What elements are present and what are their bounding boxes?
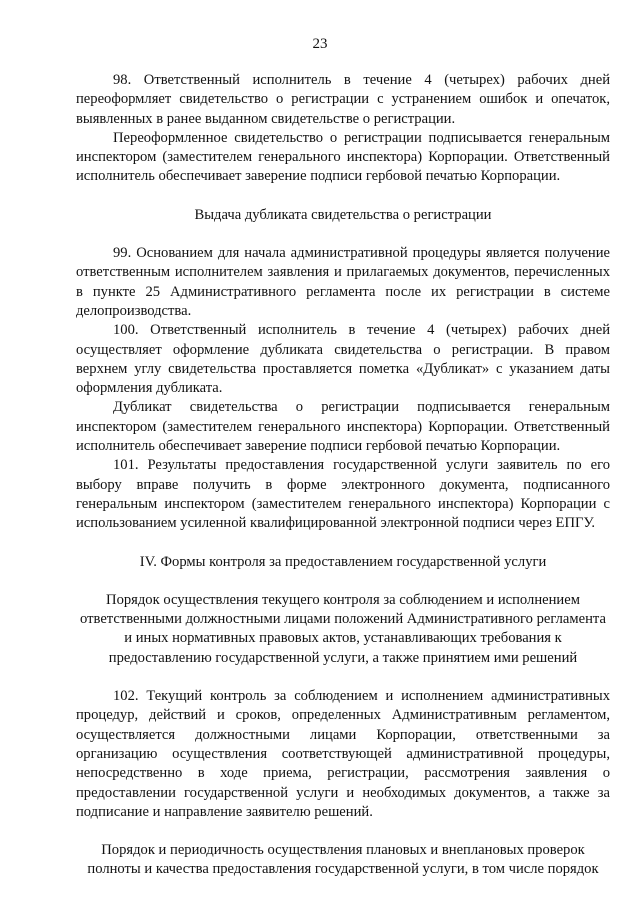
paragraph-spacer: [76, 668, 610, 687]
paragraph-spacer: [76, 572, 610, 591]
section-heading: IV. Формы контроля за предоставлением государственной услуги: [139, 553, 547, 570]
paragraph-spacer: [76, 822, 610, 841]
paragraph-spacer: [76, 225, 610, 244]
section-heading: Порядок и периодичность осуществления плановых и внеплановых проверок полноты и качества предоставления государственной услуги, в том числе порядок: [87, 842, 599, 878]
paragraph: 102. Текущий контроль за соблюдением и исполнением административных процедур, действий и сроков, определенных Административным регламентом, осуществляется должностными лицами Корпорации, ответственными за организацию осуществления соответствующей административной процедуры, непосредственно в ходе приема, регистрации, рассмотрения заявления о предоставлении государственной услуги и необходимых документов, а также за подписание и направление заявителю решений.: [76, 688, 610, 820]
paragraph-spacer: [76, 534, 610, 553]
paragraph: 101. Результаты предоставления государственной услуги заявитель по его выбору вправе получить в форме электронного документа, подписанного генеральным инспектором (заместителем генерального инспектора) Корпорации с использованием усиленной квалифицированной электронной подписи через ЕПГУ.: [76, 457, 610, 532]
paragraph: Переоформленное свидетельство о регистрации подписывается генеральным инспектором (заместителем генерального инспектора) Корпорации. Ответственный исполнитель обеспечивает заверение подписи гербовой печатью Корпорации.: [76, 129, 610, 185]
paragraph: 98. Ответственный исполнитель в течение 4 (четырех) рабочих дней переоформляет свидетельство о регистрации с устранением ошибок и опечаток, выявленных в ранее выданном свидетельстве о регистрации.: [76, 72, 610, 127]
paragraph: 99. Основанием для начала административной процедуры является получение ответственным исполнителем заявления и прилагаемых документов, перечисленных в пункте 25 Административного регламента после их регистрации в системе делопроизводства.: [76, 245, 610, 319]
page-number: 23: [312, 36, 328, 52]
section-heading: Порядок осуществления текущего контроля за соблюдением и исполнением ответственными должностными лицами положений Административного регламента и иных нормативных правовых актов, устанавливающих требования к предоставлению государственной услуги, а также принятием ими решений: [80, 591, 606, 666]
section-heading: Выдача дубликата свидетельства о регистрации: [194, 206, 492, 223]
paragraph-spacer: [76, 187, 610, 206]
paragraph: Дубликат свидетельства о регистрации подписывается генеральным инспектором (заместителем генерального инспектора) Корпорации. Ответственный исполнитель обеспечивает заверение подписи гербовой печатью Корпорации.: [76, 399, 610, 455]
document-body: [76, 71, 610, 880]
paragraph: 100. Ответственный исполнитель в течение 4 (четырех) рабочих дней осуществляет оформление дубликата свидетельства о регистрации. В правом верхнем углу свидетельства проставляется пометка «Дубликат» с указанием даты оформления дубликата.: [76, 322, 610, 397]
